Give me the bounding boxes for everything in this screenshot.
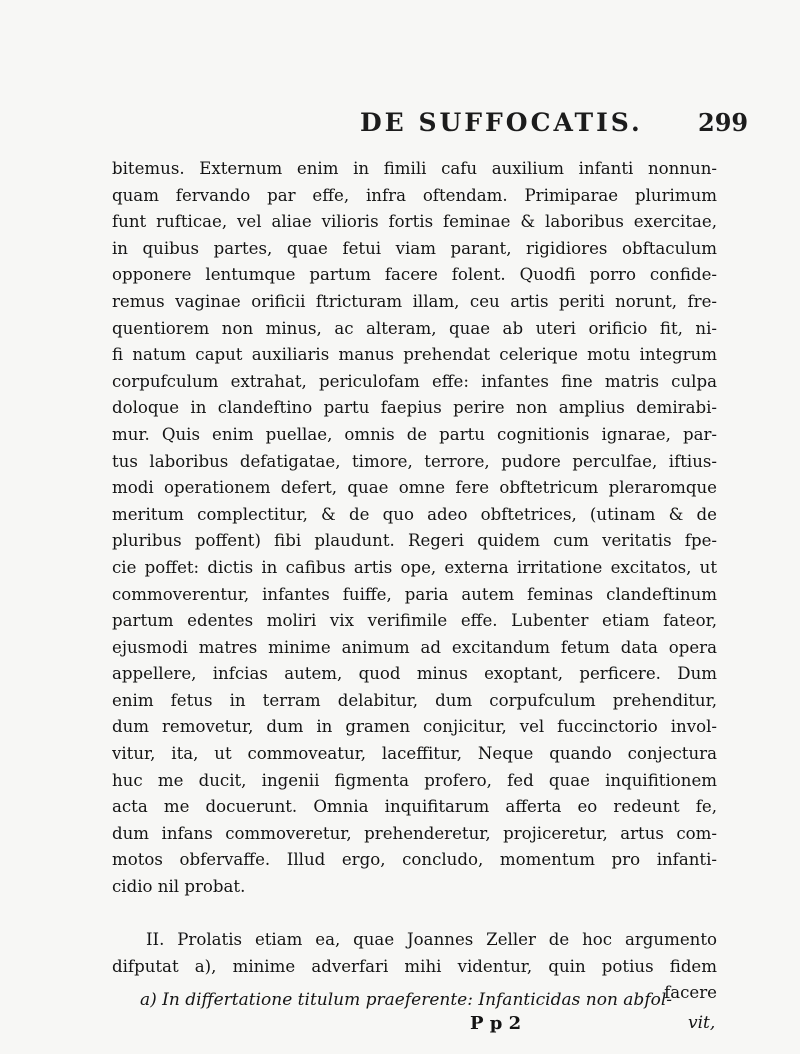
text-line: difputat a), minime adverfari mihi videntur, quin potius fidem: [112, 956, 717, 976]
footnote-text: a) In differtatione titulum praeferente: Infanticidas non abfol-: [140, 990, 673, 1010]
text-line: tus laboribus defatigatae, timore, terrore, pudore perculfae, iftius-: [112, 451, 717, 471]
text-line: cidio nil probat.: [112, 877, 246, 897]
text-line: huc me ducit, ingenii figmenta profero, fed quae inquifitionem: [112, 770, 717, 790]
running-head: [0, 108, 800, 148]
running-title: DE SUFFOCATIS.: [360, 108, 643, 137]
text-line: partum edentes moliri vix verifimile effe. Lubenter etiam fateor,: [112, 611, 717, 631]
text-line: meritum complectitur, & de quo adeo obftetrices, (utinam & de: [112, 504, 717, 524]
catchword-line: facere: [664, 983, 717, 1003]
text-line: cie poffet: dictis in cafibus artis ope, externa irritatione excitatos, ut: [112, 557, 717, 577]
blank-line: [112, 901, 717, 928]
text-line: quam fervando par effe, infra oftendam. Primiparae plurimum: [112, 185, 717, 205]
text-line: doloque in clandeftino partu faepius perire non amplius demirabi-: [112, 398, 717, 418]
text-line: remus vaginae orificii ftricturam illam, ceu artis periti norunt, fre-: [112, 291, 717, 311]
text-line: dum removetur, dum in gramen conjicitur, vel fuccinctorio invol-: [112, 717, 717, 737]
text-line: in quibus partes, quae fetui viam parant, rigidiores obftaculum: [112, 238, 717, 258]
text-line: fi natum caput auxiliaris manus prehendat celerique motu integrum: [112, 345, 717, 365]
text-line: modi operationem defert, quae omne fere obftetricum pleraromque: [112, 478, 717, 498]
text-line: appellere, infcias autem, quod minus exoptant, perficere. Dum: [112, 664, 717, 684]
text-line: opponere lentumque partum facere folent. Quodfi porro confide-: [112, 265, 717, 285]
text-line: ejusmodi matres minime animum ad excitandum fetum data opera: [112, 637, 717, 657]
signature-mark: P p 2: [470, 1013, 522, 1034]
text-line: dum infans commoveretur, prehenderetur, projiceretur, artus com-: [112, 823, 717, 843]
text-line: enim fetus in terram delabitur, dum corpufculum prehenditur,: [112, 690, 717, 710]
text-line: bitemus. Externum enim in fimili cafu auxilium infanti nonnun-: [112, 159, 717, 178]
text-line: funt rufticae, vel aliae vilioris fortis feminae & laboribus exercitae,: [112, 212, 717, 232]
text-line: commoverentur, infantes fuiffe, paria autem feminas clandeftinum: [112, 584, 717, 604]
text-line: vitur, ita, ut commoveatur, laceffitur, Neque quando conjectura: [112, 744, 717, 764]
footnote: [140, 988, 726, 1012]
text-line: corpufculum extrahat, periculofam effe: infantes fine matris culpa: [112, 371, 717, 391]
text-line: motos obfervaffe. Illud ergo, concludo, momentum pro infanti-: [112, 850, 717, 870]
footnote-catchword: vit,: [688, 1013, 716, 1033]
text-line: acta me docuerunt. Omnia inquifitarum afferta eo redeunt fe,: [112, 797, 717, 817]
section-start-line: II. Prolatis etiam ea, quae Joannes Zeller de hoc argumento: [146, 930, 717, 950]
body-text: [112, 156, 717, 1007]
text-line: mur. Quis enim puellae, omnis de partu cognitionis ignarae, par-: [112, 424, 717, 444]
text-line: pluribus poffent) fibi plaudunt. Regeri quidem cum veritatis fpe-: [112, 531, 717, 551]
page-number: 299: [698, 108, 749, 137]
text-line: quentiorem non minus, ac alteram, quae ab uteri orificio fit, ni-: [112, 318, 717, 338]
